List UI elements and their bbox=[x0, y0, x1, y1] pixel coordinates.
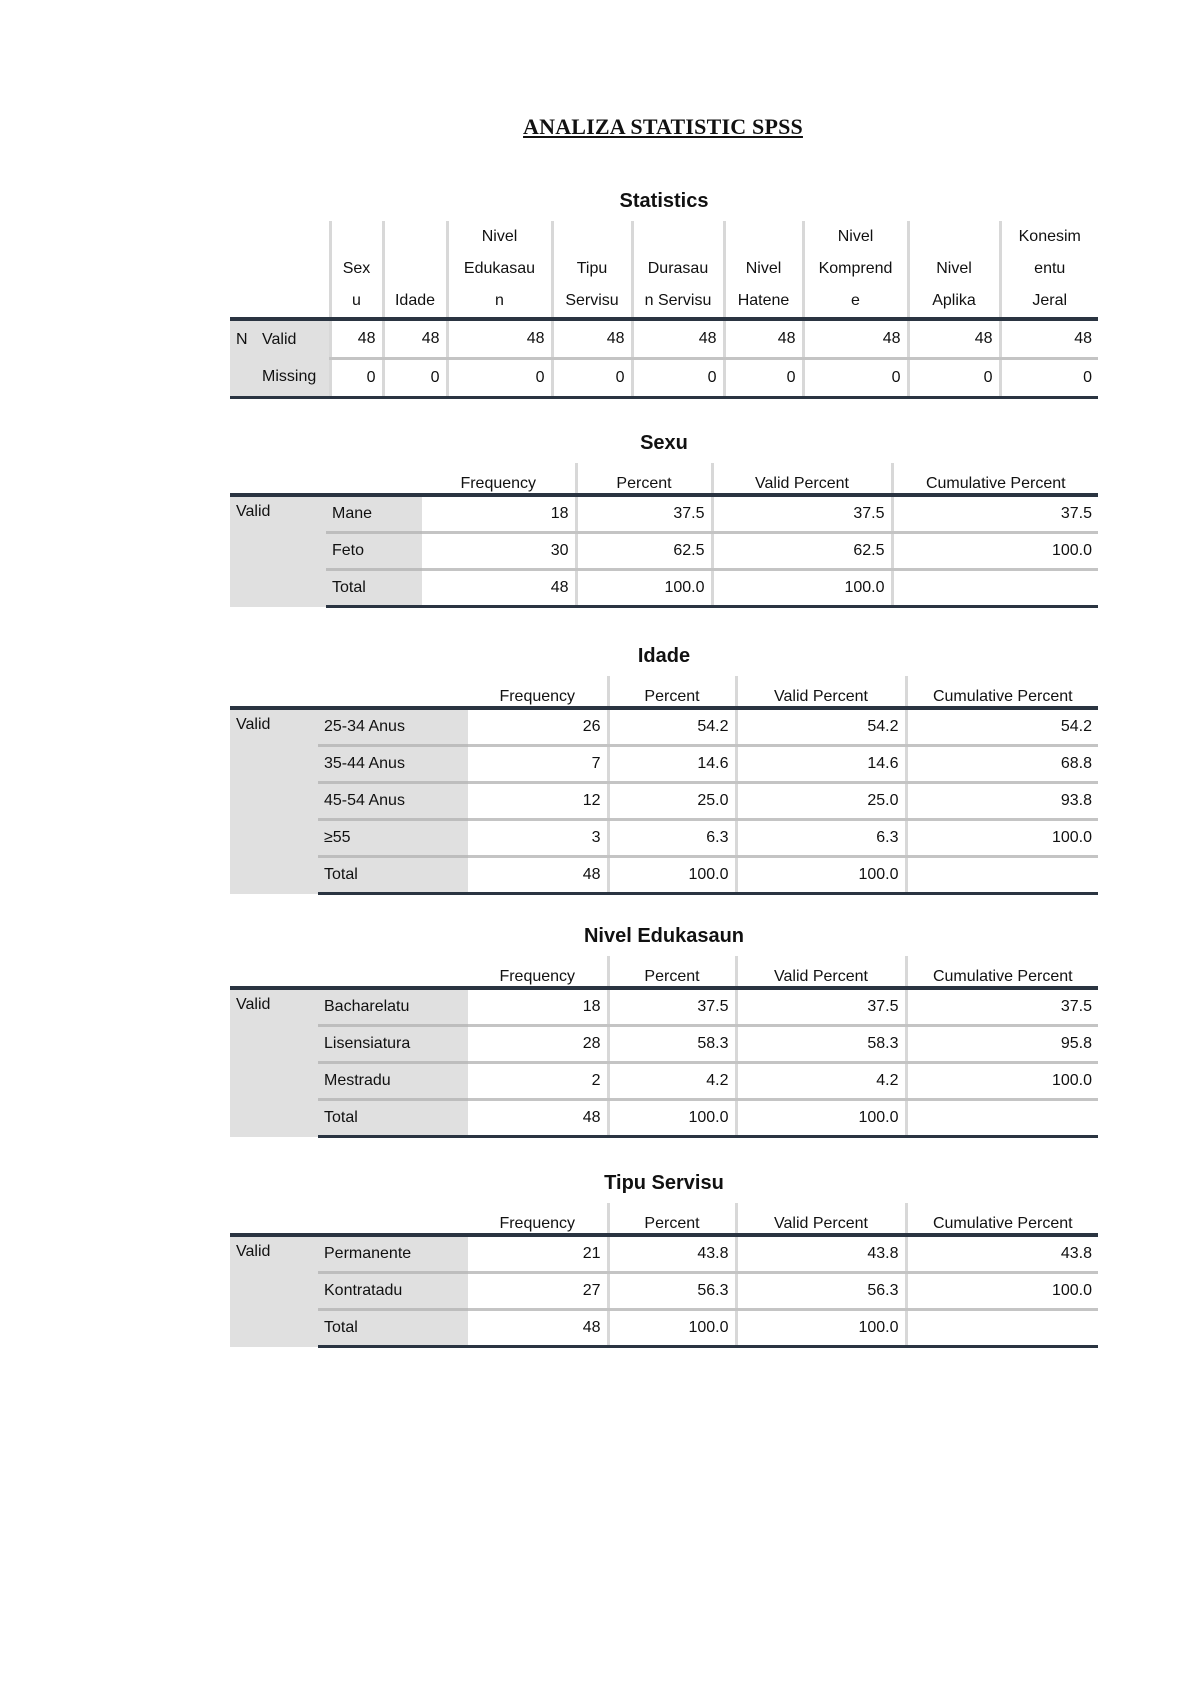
table-row bbox=[230, 820, 1098, 857]
pct-cell: 100.0 bbox=[608, 1100, 736, 1137]
header-blank-cell bbox=[318, 956, 468, 988]
cum-cell: 100.0 bbox=[906, 1273, 1098, 1310]
statistics-row-name: Missing bbox=[262, 368, 317, 386]
frequency-table-block-sexu bbox=[230, 432, 1098, 608]
vpct-cell: 56.3 bbox=[736, 1273, 906, 1310]
valid-label: Valid bbox=[230, 988, 318, 1137]
statistics-column-header: Tipu bbox=[552, 253, 632, 285]
statistics-column-header: Hatene bbox=[724, 285, 803, 319]
frequency-column-header: Percent bbox=[608, 956, 736, 988]
freq-cell: 7 bbox=[468, 746, 608, 783]
pct-cell: 100.0 bbox=[608, 1310, 736, 1347]
freq-cell: 18 bbox=[422, 495, 576, 533]
pct-cell: 56.3 bbox=[608, 1273, 736, 1310]
freq-cell: 48 bbox=[468, 1100, 608, 1137]
vpct-cell: 100.0 bbox=[736, 1310, 906, 1347]
statistics-column-header bbox=[383, 253, 447, 285]
freq-cell: 48 bbox=[422, 570, 576, 607]
statistics-column-header: Edukasau bbox=[447, 253, 552, 285]
vpct-cell: 25.0 bbox=[736, 783, 906, 820]
frequency-column-header: Frequency bbox=[468, 956, 608, 988]
frequency-column-header: Cumulative Percent bbox=[892, 463, 1098, 495]
n-label: N bbox=[236, 330, 248, 348]
freq-cell: 28 bbox=[468, 1026, 608, 1063]
freq-cell: 3 bbox=[468, 820, 608, 857]
statistics-value-cell: 48 bbox=[724, 319, 803, 359]
freq-cell: 30 bbox=[422, 533, 576, 570]
statistics-value-cell: 0 bbox=[330, 359, 383, 398]
vpct-cell: 62.5 bbox=[712, 533, 892, 570]
cum-cell: 100.0 bbox=[906, 820, 1098, 857]
statistics-column-header bbox=[632, 221, 724, 253]
statistics-column-header bbox=[330, 221, 383, 253]
statistics-value-cell: 0 bbox=[803, 359, 908, 398]
valid-label: Valid bbox=[230, 495, 326, 607]
statistics-column-header bbox=[724, 221, 803, 253]
category-label: Total bbox=[326, 570, 422, 607]
frequency-column-header: Percent bbox=[608, 676, 736, 708]
category-label: Kontratadu bbox=[318, 1273, 468, 1310]
statistics-value-cell: 0 bbox=[724, 359, 803, 398]
frequency-table bbox=[230, 676, 1098, 895]
cum-cell: 95.8 bbox=[906, 1026, 1098, 1063]
cum-cell: 100.0 bbox=[892, 533, 1098, 570]
statistics-value-cell: 48 bbox=[447, 319, 552, 359]
statistics-column-header: Komprend bbox=[803, 253, 908, 285]
statistics-value-cell: 48 bbox=[1000, 319, 1098, 359]
cum-cell: 93.8 bbox=[906, 783, 1098, 820]
frequency-table-title: Tipu Servisu bbox=[604, 1172, 724, 1194]
pct-cell: 25.0 bbox=[608, 783, 736, 820]
vpct-cell: 14.6 bbox=[736, 746, 906, 783]
frequency-table-title: Nivel Edukasaun bbox=[583, 925, 745, 947]
category-label: Total bbox=[318, 1100, 468, 1137]
frequency-table-title: Sexu bbox=[640, 432, 688, 454]
statistics-table bbox=[230, 221, 1098, 399]
vpct-cell: 54.2 bbox=[736, 708, 906, 746]
pct-cell: 37.5 bbox=[608, 988, 736, 1026]
header-blank-cell bbox=[230, 1203, 318, 1235]
pct-cell: 100.0 bbox=[576, 570, 712, 607]
category-label: Total bbox=[318, 857, 468, 894]
cum-cell bbox=[892, 570, 1098, 607]
frequency-column-header: Valid Percent bbox=[712, 463, 892, 495]
statistics-column-header: n bbox=[447, 285, 552, 319]
category-label: Lisensiatura bbox=[318, 1026, 468, 1063]
cum-cell: 37.5 bbox=[892, 495, 1098, 533]
frequency-column-header: Percent bbox=[608, 1203, 736, 1235]
cum-cell: 54.2 bbox=[906, 708, 1098, 746]
pct-cell: 37.5 bbox=[576, 495, 712, 533]
statistics-value-cell: 48 bbox=[330, 319, 383, 359]
statistics-column-header: entu bbox=[1000, 253, 1098, 285]
statistics-value-cell: 0 bbox=[632, 359, 724, 398]
table-row bbox=[230, 1310, 1098, 1347]
table-row bbox=[230, 1026, 1098, 1063]
statistics-row-name: Valid bbox=[262, 330, 297, 348]
frequency-column-header: Frequency bbox=[468, 1203, 608, 1235]
table-row bbox=[230, 570, 1098, 607]
header-blank-cell bbox=[230, 463, 326, 495]
header-blank-cell bbox=[230, 253, 330, 285]
statistics-column-header: Idade bbox=[383, 285, 447, 319]
pct-cell: 54.2 bbox=[608, 708, 736, 746]
statistics-column-header: e bbox=[803, 285, 908, 319]
statistics-value-cell: 0 bbox=[447, 359, 552, 398]
vpct-cell: 100.0 bbox=[712, 570, 892, 607]
freq-cell: 2 bbox=[468, 1063, 608, 1100]
statistics-value-cell: 48 bbox=[383, 319, 447, 359]
statistics-value-cell: 0 bbox=[1000, 359, 1098, 398]
cum-cell bbox=[906, 1100, 1098, 1137]
cum-cell bbox=[906, 857, 1098, 894]
statistics-column-header bbox=[908, 221, 1000, 253]
statistics-value-cell: 0 bbox=[908, 359, 1000, 398]
freq-cell: 26 bbox=[468, 708, 608, 746]
table-row bbox=[230, 708, 1098, 746]
freq-cell: 12 bbox=[468, 783, 608, 820]
table-row bbox=[230, 1235, 1098, 1273]
statistics-column-header: Sex bbox=[330, 253, 383, 285]
vpct-cell: 37.5 bbox=[736, 988, 906, 1026]
frequency-column-header: Cumulative Percent bbox=[906, 956, 1098, 988]
cum-cell: 37.5 bbox=[906, 988, 1098, 1026]
table-row bbox=[230, 783, 1098, 820]
vpct-cell: 58.3 bbox=[736, 1026, 906, 1063]
vpct-cell: 4.2 bbox=[736, 1063, 906, 1100]
frequency-table-block-idade bbox=[230, 645, 1098, 895]
category-label: 25-34 Anus bbox=[318, 708, 468, 746]
header-blank-cell bbox=[318, 676, 468, 708]
pct-cell: 4.2 bbox=[608, 1063, 736, 1100]
vpct-cell: 100.0 bbox=[736, 857, 906, 894]
statistics-column-header: Jeral bbox=[1000, 285, 1098, 319]
pct-cell: 100.0 bbox=[608, 857, 736, 894]
category-label: Mestradu bbox=[318, 1063, 468, 1100]
freq-cell: 21 bbox=[468, 1235, 608, 1273]
statistics-value-cell: 48 bbox=[908, 319, 1000, 359]
pct-cell: 43.8 bbox=[608, 1235, 736, 1273]
statistics-value-cell: 0 bbox=[383, 359, 447, 398]
statistics-row-label bbox=[230, 359, 330, 398]
header-blank-cell bbox=[230, 956, 318, 988]
freq-cell: 18 bbox=[468, 988, 608, 1026]
statistics-column-header: Konesim bbox=[1000, 221, 1098, 253]
frequency-table-title: Idade bbox=[637, 645, 691, 667]
freq-cell: 27 bbox=[468, 1273, 608, 1310]
vpct-cell: 43.8 bbox=[736, 1235, 906, 1273]
pct-cell: 6.3 bbox=[608, 820, 736, 857]
header-blank-cell bbox=[230, 221, 330, 253]
pct-cell: 58.3 bbox=[608, 1026, 736, 1063]
statistics-column-header bbox=[552, 221, 632, 253]
frequency-column-header: Frequency bbox=[468, 676, 608, 708]
vpct-cell: 6.3 bbox=[736, 820, 906, 857]
statistics-row bbox=[230, 319, 1098, 359]
pct-cell: 62.5 bbox=[576, 533, 712, 570]
header-blank-cell bbox=[230, 676, 318, 708]
table-row bbox=[230, 1100, 1098, 1137]
frequency-table-block-tipu-servisu bbox=[230, 1172, 1098, 1348]
statistics-column-header: Nivel bbox=[803, 221, 908, 253]
category-label: Bacharelatu bbox=[318, 988, 468, 1026]
frequency-column-header: Valid Percent bbox=[736, 1203, 906, 1235]
statistics-value-cell: 48 bbox=[803, 319, 908, 359]
cum-cell: 68.8 bbox=[906, 746, 1098, 783]
header-blank-cell bbox=[318, 1203, 468, 1235]
vpct-cell: 37.5 bbox=[712, 495, 892, 533]
statistics-column-header: u bbox=[330, 285, 383, 319]
frequency-column-header: Percent bbox=[576, 463, 712, 495]
category-label: Mane bbox=[326, 495, 422, 533]
table-row bbox=[230, 495, 1098, 533]
frequency-table bbox=[230, 1203, 1098, 1348]
frequency-table-block-nivel-edukasaun bbox=[230, 925, 1098, 1138]
cum-cell: 43.8 bbox=[906, 1235, 1098, 1273]
statistics-column-header: Aplika bbox=[908, 285, 1000, 319]
category-label: Total bbox=[318, 1310, 468, 1347]
statistics-column-header: Servisu bbox=[552, 285, 632, 319]
statistics-column-header: Nivel bbox=[908, 253, 1000, 285]
frequency-column-header: Cumulative Percent bbox=[906, 1203, 1098, 1235]
frequency-column-header: Cumulative Percent bbox=[906, 676, 1098, 708]
cum-cell: 100.0 bbox=[906, 1063, 1098, 1100]
table-row bbox=[230, 1273, 1098, 1310]
category-label: ≥55 bbox=[318, 820, 468, 857]
category-label: 35-44 Anus bbox=[318, 746, 468, 783]
statistics-column-header: Durasau bbox=[632, 253, 724, 285]
category-label: Permanente bbox=[318, 1235, 468, 1273]
vpct-cell: 100.0 bbox=[736, 1100, 906, 1137]
statistics-column-header: Nivel bbox=[724, 253, 803, 285]
document-title: ANALIZA STATISTIC SPSS bbox=[523, 114, 803, 139]
frequency-column-header: Valid Percent bbox=[736, 676, 906, 708]
statistics-column-header: n Servisu bbox=[632, 285, 724, 319]
cum-cell bbox=[906, 1310, 1098, 1347]
category-label: Feto bbox=[326, 533, 422, 570]
frequency-column-header: Frequency bbox=[422, 463, 576, 495]
frequency-table bbox=[230, 956, 1098, 1138]
freq-cell: 48 bbox=[468, 1310, 608, 1347]
statistics-table-block bbox=[230, 190, 1098, 399]
table-row bbox=[230, 746, 1098, 783]
statistics-value-cell: 48 bbox=[632, 319, 724, 359]
statistics-row bbox=[230, 359, 1098, 398]
table-row bbox=[230, 988, 1098, 1026]
pct-cell: 14.6 bbox=[608, 746, 736, 783]
table-row bbox=[230, 857, 1098, 894]
table-row bbox=[230, 1063, 1098, 1100]
header-blank-cell bbox=[230, 285, 330, 319]
frequency-column-header: Valid Percent bbox=[736, 956, 906, 988]
category-label: 45-54 Anus bbox=[318, 783, 468, 820]
statistics-column-header bbox=[383, 221, 447, 253]
statistics-table-title: Statistics bbox=[619, 190, 709, 212]
statistics-column-header: Nivel bbox=[447, 221, 552, 253]
freq-cell: 48 bbox=[468, 857, 608, 894]
table-row bbox=[230, 533, 1098, 570]
header-blank-cell bbox=[326, 463, 422, 495]
valid-label: Valid bbox=[230, 708, 318, 894]
frequency-table bbox=[230, 463, 1098, 608]
statistics-row-label bbox=[230, 319, 330, 359]
statistics-value-cell: 0 bbox=[552, 359, 632, 398]
valid-label: Valid bbox=[230, 1235, 318, 1347]
statistics-value-cell: 48 bbox=[552, 319, 632, 359]
